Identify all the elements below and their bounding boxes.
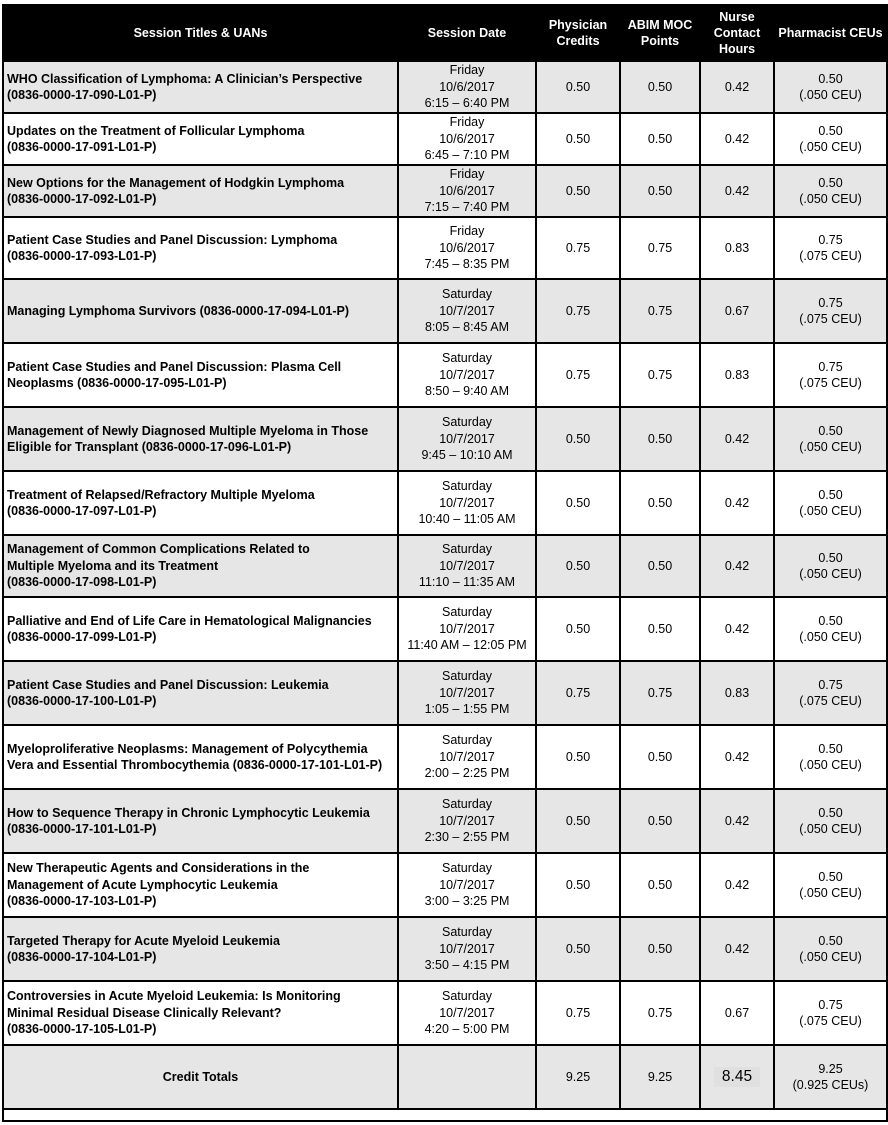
totals-abim: 9.25 [620, 1045, 700, 1109]
pharmacist-ceus [774, 217, 887, 279]
pharmacist-ceus-line: (.050 CEU) [799, 440, 862, 454]
totals-date-empty [398, 1045, 536, 1109]
session-title-line: (0836-0000-17-105-L01-P) [7, 1022, 157, 1037]
pharmacist-ceus [774, 165, 887, 217]
physician-credits: 0.75 [536, 981, 620, 1045]
session-title [3, 981, 398, 1045]
session-date [398, 407, 536, 471]
header-nurse-line-1: Nurse [719, 10, 755, 24]
pharmacist-ceus-line: 0.50 [818, 550, 843, 565]
abim-moc-points: 0.50 [620, 535, 700, 597]
session-title-line: (0836-0000-17-098-L01-P) [7, 575, 157, 590]
session-date [398, 725, 536, 789]
header-session-titles: Session Titles & UANs [3, 5, 398, 61]
table-row [3, 217, 887, 279]
pharmacist-ceus-line: 0.75 [818, 997, 843, 1012]
session-title-line: (0836-0000-17-091-L01-P) [7, 140, 157, 154]
table-row [3, 789, 887, 853]
session-date [398, 789, 536, 853]
abim-moc-points: 0.50 [620, 725, 700, 789]
session-title [3, 279, 398, 343]
session-date-line: Saturday [441, 415, 493, 430]
session-date-line: Saturday [441, 989, 493, 1004]
pharmacist-ceus [774, 725, 887, 789]
table-row [3, 407, 887, 471]
abim-moc-points: 0.50 [620, 917, 700, 981]
abim-moc-points: 0.50 [620, 61, 700, 113]
pharmacist-ceus-line: (.075 CEU) [799, 312, 862, 326]
abim-moc-points: 0.50 [620, 471, 700, 535]
session-date-line: Saturday [441, 669, 493, 684]
session-date-line: 10/7/2017 [439, 877, 495, 892]
session-title-line: Patient Case Studies and Panel Discussion: Lymphoma [7, 232, 338, 247]
table-row [3, 661, 887, 725]
nurse-contact-hours: 0.83 [700, 343, 774, 407]
session-date-line: 4:20 – 5:00 PM [424, 1022, 510, 1037]
session-date [398, 217, 536, 279]
physician-credits: 0.50 [536, 853, 620, 917]
session-date-line: Saturday [441, 542, 493, 557]
session-date [398, 853, 536, 917]
session-title [3, 853, 398, 917]
physician-credits: 0.50 [536, 725, 620, 789]
pharmacist-ceus-line: 0.50 [818, 423, 843, 438]
header-physician-credits [536, 5, 620, 61]
nurse-contact-hours: 0.42 [700, 535, 774, 597]
header-physician-line-2: Credits [556, 34, 600, 48]
pharmacist-ceus-line: (.050 CEU) [799, 567, 862, 581]
pharmacist-ceus-line: 0.50 [818, 869, 843, 884]
table-row [3, 853, 887, 917]
abim-moc-points: 0.50 [620, 597, 700, 661]
pharmacist-ceus-line: 0.50 [818, 71, 843, 86]
session-title [3, 165, 398, 217]
session-date [398, 661, 536, 725]
session-date-line: 10/7/2017 [439, 558, 495, 573]
pharmacist-ceus-line: (.050 CEU) [799, 950, 862, 964]
session-title-line: (0836-0000-17-099-L01-P) [7, 630, 157, 644]
session-title-line: Vera and Essential Thrombocythemia (0836-0000-17-101-L01-P) [7, 758, 383, 772]
session-date-line: 10/7/2017 [439, 941, 495, 956]
session-date-line: 10/7/2017 [439, 303, 495, 318]
session-title-line: Eligible for Transplant (0836-0000-17-096-L01-P) [7, 440, 292, 454]
abim-moc-points: 0.75 [620, 279, 700, 343]
session-date-line: 10:40 – 11:05 AM [418, 512, 516, 527]
pharmacist-ceus-line: 0.75 [818, 359, 843, 374]
header-physician-line-1: Physician [548, 18, 608, 32]
nurse-contact-hours: 0.42 [700, 407, 774, 471]
session-date-line: 6:15 – 6:40 PM [424, 96, 510, 111]
session-title-line: (0836-0000-17-097-L01-P) [7, 504, 157, 518]
session-title-line: New Options for the Management of Hodgkin Lymphoma [7, 175, 345, 190]
session-title-line: Controversies in Acute Myeloid Leukemia: Is Monitoring [7, 989, 341, 1004]
session-title-line: Targeted Therapy for Acute Myeloid Leukemia [7, 933, 280, 948]
pharmacist-ceus-line: (.050 CEU) [799, 192, 862, 206]
nurse-contact-hours: 0.67 [700, 279, 774, 343]
physician-credits: 0.75 [536, 343, 620, 407]
session-title-line: Management of Common Complications Related to [7, 542, 310, 557]
totals-label: Credit Totals [3, 1045, 398, 1109]
physician-credits: 0.50 [536, 113, 620, 165]
session-date-line: 3:00 – 3:25 PM [424, 894, 510, 909]
header-session-date: Session Date [398, 5, 536, 61]
totals-nurse: 8.45 [714, 1067, 760, 1088]
table-row [3, 165, 887, 217]
physician-credits: 0.50 [536, 789, 620, 853]
header-abim-line-2: Points [640, 34, 680, 48]
pharmacist-ceus [774, 981, 887, 1045]
session-date-line: Saturday [441, 479, 493, 494]
session-date-line: 11:40 AM – 12:05 PM [407, 638, 527, 653]
abim-moc-points: 0.50 [620, 853, 700, 917]
session-title-line: (0836-0000-17-104-L01-P) [7, 950, 157, 964]
nurse-contact-hours: 0.42 [700, 61, 774, 113]
session-date-line: 3:50 – 4:15 PM [424, 958, 510, 973]
session-date-line: Friday [449, 115, 485, 130]
session-title [3, 61, 398, 113]
session-title-line: (0836-0000-17-100-L01-P) [7, 694, 157, 708]
session-date [398, 535, 536, 597]
abim-moc-points: 0.50 [620, 407, 700, 471]
session-title [3, 597, 398, 661]
session-title-line: Neoplasms (0836-0000-17-095-L01-P) [7, 376, 227, 390]
pharmacist-ceus-line: (.050 CEU) [799, 758, 862, 772]
table-row [3, 535, 887, 597]
header-abim-line-1: ABIM MOC [627, 18, 693, 32]
session-date-line: 10/7/2017 [439, 495, 495, 510]
session-date-line: 10/7/2017 [439, 813, 495, 828]
session-date [398, 279, 536, 343]
physician-credits: 0.75 [536, 661, 620, 725]
physician-credits: 0.50 [536, 61, 620, 113]
session-title-line: (0836-0000-17-103-L01-P) [7, 894, 157, 909]
session-date-line: 10/7/2017 [439, 621, 495, 636]
pharmacist-ceus [774, 917, 887, 981]
physician-credits: 0.50 [536, 917, 620, 981]
header-nurse-line-2: Contact [713, 26, 761, 40]
session-date-line: Friday [449, 224, 485, 239]
session-title [3, 343, 398, 407]
pharmacist-ceus [774, 597, 887, 661]
session-title-line: (0836-0000-17-090-L01-P) [7, 88, 157, 102]
pharmacist-ceus-line: 0.50 [818, 805, 843, 820]
session-date-line: Friday [449, 167, 485, 182]
nurse-contact-hours: 0.83 [700, 661, 774, 725]
pharmacist-ceus-line: 0.50 [818, 613, 843, 628]
session-date [398, 597, 536, 661]
session-title-line: Multiple Myeloma and its Treatment [7, 558, 219, 573]
session-date-line: 10/7/2017 [439, 367, 495, 382]
abim-moc-points: 0.50 [620, 165, 700, 217]
pharmacist-ceus-line: (.050 CEU) [799, 886, 862, 900]
abim-moc-points: 0.75 [620, 217, 700, 279]
pharmacist-ceus-line: 0.50 [818, 741, 843, 756]
session-title-line: Patient Case Studies and Panel Discussion: Plasma Cell [7, 359, 342, 374]
totals-pharmacist [774, 1045, 887, 1109]
pharmacist-ceus-line: 0.50 [818, 123, 843, 138]
nurse-contact-hours: 0.42 [700, 725, 774, 789]
totals-pharmacist-ceu: (0.925 CEUs) [792, 1078, 869, 1092]
pharmacist-ceus [774, 789, 887, 853]
pharmacist-ceus-line: 0.75 [818, 677, 843, 692]
abim-moc-points: 0.50 [620, 789, 700, 853]
pharmacist-ceus [774, 279, 887, 343]
session-date [398, 471, 536, 535]
session-title-line: Managing Lymphoma Survivors (0836-0000-17-094-L01-P) [7, 303, 350, 318]
pharmacist-ceus [774, 535, 887, 597]
abim-moc-points: 0.75 [620, 661, 700, 725]
session-date [398, 165, 536, 217]
session-date-line: 10/6/2017 [439, 183, 495, 198]
nurse-contact-hours: 0.42 [700, 853, 774, 917]
table-row [3, 343, 887, 407]
session-title-line: Palliative and End of Life Care in Hematological Malignancies [7, 613, 372, 628]
session-date-line: 7:15 – 7:40 PM [424, 200, 510, 215]
session-title-line: Updates on the Treatment of Follicular Lymphoma [7, 123, 305, 138]
pharmacist-ceus-line: (.050 CEU) [799, 822, 862, 836]
session-title-line: Management of Newly Diagnosed Multiple Myeloma in Those [7, 423, 369, 438]
session-title [3, 917, 398, 981]
pharmacist-ceus [774, 407, 887, 471]
session-date-line: 10/6/2017 [439, 79, 495, 94]
totals-nurse-cell [700, 1045, 774, 1109]
pharmacist-ceus-line: (.075 CEU) [799, 694, 862, 708]
session-date-line: 10/6/2017 [439, 131, 495, 146]
session-title-line: (0836-0000-17-092-L01-P) [7, 192, 157, 206]
physician-credits: 0.50 [536, 471, 620, 535]
session-date-line: 10/7/2017 [439, 685, 495, 700]
pharmacist-ceus-line: 0.50 [818, 487, 843, 502]
abim-moc-points: 0.75 [620, 981, 700, 1045]
session-date-line: Saturday [441, 861, 493, 876]
session-title [3, 661, 398, 725]
pharmacist-ceus-line: (.050 CEU) [799, 630, 862, 644]
nurse-contact-hours: 0.42 [700, 471, 774, 535]
pharmacist-ceus-line: (.075 CEU) [799, 1014, 862, 1028]
session-date [398, 917, 536, 981]
session-date-line: 8:05 – 8:45 AM [424, 320, 510, 335]
session-title-line: How to Sequence Therapy in Chronic Lymphocytic Leukemia [7, 805, 370, 820]
physician-credits: 0.50 [536, 407, 620, 471]
pharmacist-ceus-line: (.075 CEU) [799, 376, 862, 390]
session-title [3, 217, 398, 279]
table-row [3, 725, 887, 789]
pharmacist-ceus [774, 113, 887, 165]
physician-credits: 0.50 [536, 165, 620, 217]
table-row [3, 917, 887, 981]
physician-credits: 0.50 [536, 597, 620, 661]
session-title-line: (0836-0000-17-101-L01-P) [7, 822, 157, 836]
session-date-line: 10/7/2017 [439, 1005, 495, 1020]
blank-cell [3, 1109, 887, 1121]
session-title-line: (0836-0000-17-093-L01-P) [7, 249, 157, 263]
session-date [398, 61, 536, 113]
session-date-line: 10/7/2017 [439, 431, 495, 446]
header-nurse-line-3: Hours [718, 42, 756, 56]
table-row [3, 597, 887, 661]
pharmacist-ceus-line: (.050 CEU) [799, 140, 862, 154]
session-title-line: Management of Acute Lymphocytic Leukemia [7, 877, 278, 892]
header-row [3, 5, 887, 61]
session-title [3, 789, 398, 853]
session-date [398, 343, 536, 407]
abim-moc-points: 0.50 [620, 113, 700, 165]
pharmacist-ceus [774, 343, 887, 407]
session-title [3, 535, 398, 597]
pharmacist-ceus-line: (.050 CEU) [799, 88, 862, 102]
header-pharmacist-ceus: Pharmacist CEUs [774, 5, 887, 61]
session-title [3, 471, 398, 535]
physician-credits: 0.75 [536, 217, 620, 279]
pharmacist-ceus-line: (.050 CEU) [799, 504, 862, 518]
session-title-line: New Therapeutic Agents and Considerations in the [7, 861, 310, 876]
pharmacist-ceus [774, 471, 887, 535]
nurse-contact-hours: 0.42 [700, 165, 774, 217]
session-date [398, 981, 536, 1045]
nurse-contact-hours: 0.42 [700, 917, 774, 981]
table-row [3, 471, 887, 535]
pharmacist-ceus [774, 853, 887, 917]
nurse-contact-hours: 0.42 [700, 789, 774, 853]
nurse-contact-hours: 0.67 [700, 981, 774, 1045]
header-abim-points [620, 5, 700, 61]
session-date-line: 2:00 – 2:25 PM [424, 766, 510, 781]
session-date-line: Saturday [441, 797, 493, 812]
session-date-line: 6:45 – 7:10 PM [424, 148, 510, 163]
session-title-line: WHO Classification of Lymphoma: A Clinician’s Perspective [7, 71, 363, 86]
session-date-line: 1:05 – 1:55 PM [424, 702, 510, 717]
session-date-line: 8:50 – 9:40 AM [424, 384, 510, 399]
session-date [398, 113, 536, 165]
table-row [3, 113, 887, 165]
nurse-contact-hours: 0.83 [700, 217, 774, 279]
credits-table [2, 4, 888, 1122]
pharmacist-ceus [774, 61, 887, 113]
session-date-line: Saturday [441, 351, 493, 366]
physician-credits: 0.75 [536, 279, 620, 343]
pharmacist-ceus-line: (.075 CEU) [799, 249, 862, 263]
session-title-line: Treatment of Relapsed/Refractory Multiple Myeloma [7, 487, 315, 502]
pharmacist-ceus-line: 0.75 [818, 295, 843, 310]
nurse-contact-hours: 0.42 [700, 113, 774, 165]
session-title [3, 407, 398, 471]
nurse-contact-hours: 0.42 [700, 597, 774, 661]
table-row [3, 981, 887, 1045]
header-nurse-hours [700, 5, 774, 61]
session-date-line: 11:10 – 11:35 AM [418, 575, 516, 590]
session-title-line: Minimal Residual Disease Clinically Relevant? [7, 1005, 282, 1020]
session-date-line: 10/6/2017 [439, 240, 495, 255]
session-title [3, 113, 398, 165]
session-date-line: 10/7/2017 [439, 749, 495, 764]
session-date-line: Saturday [441, 605, 493, 620]
totals-physician: 9.25 [536, 1045, 620, 1109]
session-title-line: Patient Case Studies and Panel Discussion: Leukemia [7, 677, 329, 692]
session-date-line: 9:45 – 10:10 AM [421, 448, 513, 463]
session-date-line: Saturday [441, 733, 493, 748]
session-date-line: Friday [449, 63, 485, 78]
session-date-line: 2:30 – 2:55 PM [424, 830, 510, 845]
pharmacist-ceus-line: 0.75 [818, 232, 843, 247]
table-row [3, 279, 887, 343]
table-row [3, 61, 887, 113]
abim-moc-points: 0.75 [620, 343, 700, 407]
session-date-line: 7:45 – 8:35 PM [424, 257, 510, 272]
totals-pharmacist-value: 9.25 [818, 1061, 843, 1076]
totals-row [3, 1045, 887, 1109]
pharmacist-ceus-line: 0.50 [818, 175, 843, 190]
session-date-line: Saturday [441, 287, 493, 302]
blank-row [3, 1109, 887, 1121]
pharmacist-ceus-line: 0.50 [818, 933, 843, 948]
physician-credits: 0.50 [536, 535, 620, 597]
session-date-line: Saturday [441, 925, 493, 940]
session-title-line: Myeloproliferative Neoplasms: Management of Polycythemia [7, 741, 368, 756]
session-title [3, 725, 398, 789]
pharmacist-ceus [774, 661, 887, 725]
